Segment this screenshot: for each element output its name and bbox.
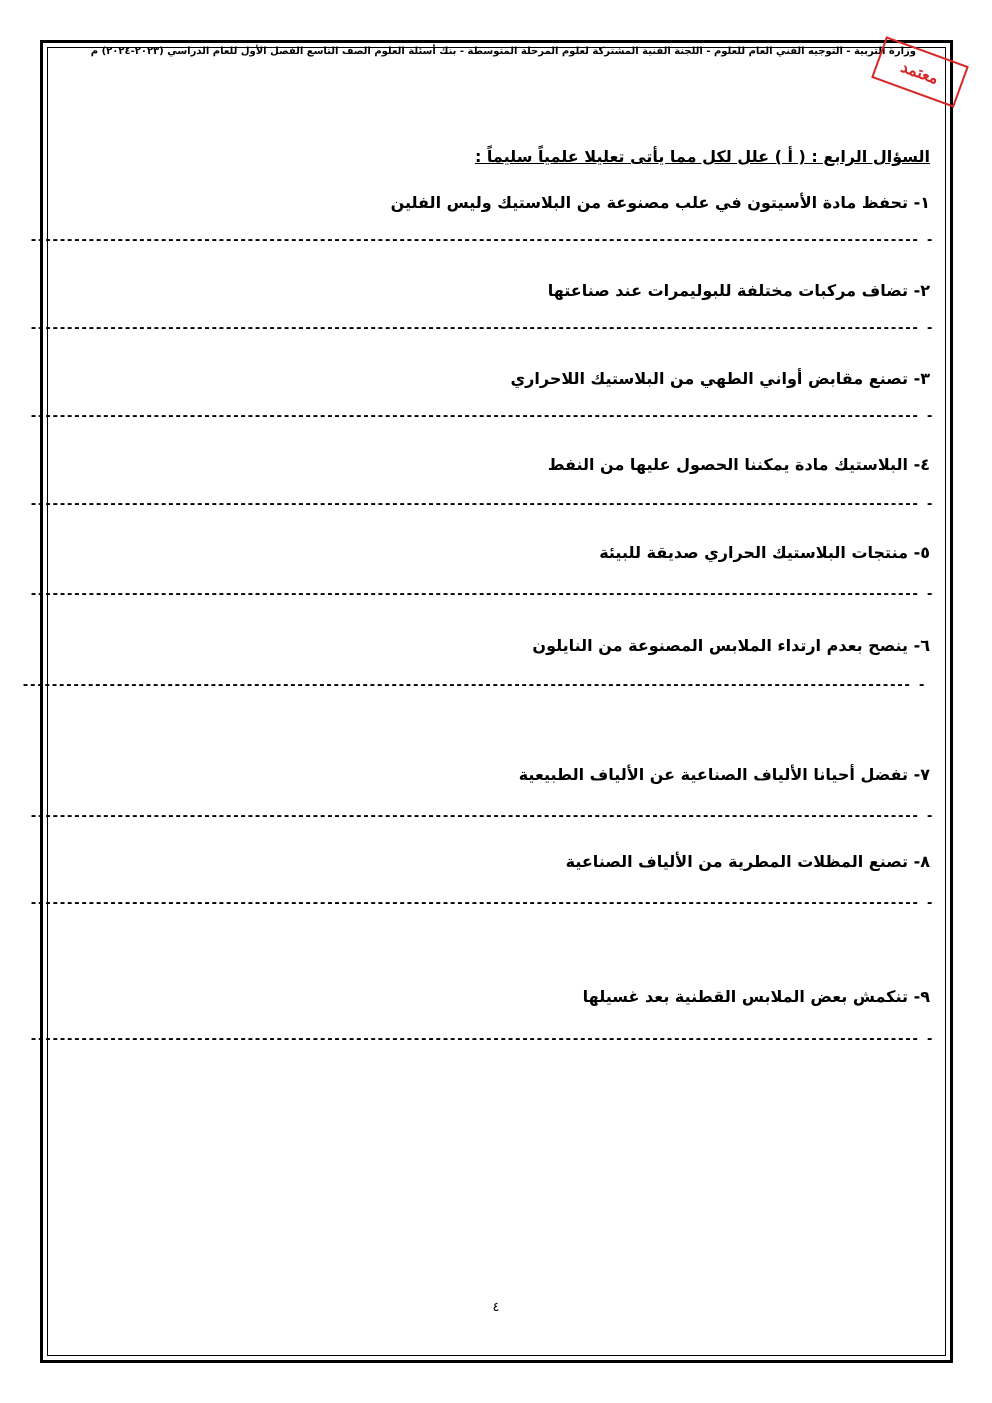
- question-item-1: ١- تحفظ مادة الأسيتون في علب مصنوعة من البلاستيك وليس الفلين: [390, 193, 930, 212]
- question-item-3: ٣- تصنع مقابض أواني الطهي من البلاستيك اللاحراري: [510, 369, 930, 388]
- answer-line-6[interactable]: - ---------------------------------------------------------------------------------------------------------------------------: [21, 678, 925, 693]
- question-item-4: ٤- البلاستيك مادة يمكننا الحصول عليها من النفط: [547, 455, 930, 474]
- question-item-9: ٩- تنكمش بعض الملابس القطنية بعد غسيلها: [582, 987, 930, 1006]
- answer-line-7[interactable]: - ---------------------------------------------------------------------------------------------------------------------------: [29, 809, 933, 824]
- approval-stamp: معتمد: [871, 36, 969, 107]
- question-item-6: ٦- ينصح بعدم ارتداء الملابس المصنوعة من النايلون: [532, 636, 930, 655]
- answer-line-5[interactable]: - ---------------------------------------------------------------------------------------------------------------------------: [29, 587, 933, 602]
- page-number: ٤: [492, 1300, 500, 1315]
- answer-line-1[interactable]: - ---------------------------------------------------------------------------------------------------------------------------: [29, 233, 933, 248]
- answer-line-9[interactable]: - ---------------------------------------------------------------------------------------------------------------------------: [29, 1032, 933, 1047]
- answer-line-3[interactable]: - ---------------------------------------------------------------------------------------------------------------------------: [29, 409, 933, 424]
- answer-line-4[interactable]: - ---------------------------------------------------------------------------------------------------------------------------: [29, 497, 933, 512]
- answer-line-2[interactable]: - ---------------------------------------------------------------------------------------------------------------------------: [29, 321, 933, 336]
- question-item-5: ٥- منتجات البلاستيك الحراري صديقة للبيئة: [599, 543, 930, 562]
- document-header: وزارة التربية - التوجيه الفني العام للعلوم - اللجنة الفنية المشتركة لعلوم المرحلة المتوسطة - بنك أسئلة العلوم الصف التاسع الفصل الأول للعام الدراسي (٢٠٢٣-٢٠٢٤) م: [90, 46, 916, 57]
- question-item-7: ٧- تفضل أحيانا الألياف الصناعية عن الألياف الطبيعية: [518, 765, 930, 784]
- question-title: السؤال الرابع : ( أ ) علل لكل مما يأتى تعليلا علمياً سليماً :: [474, 147, 930, 166]
- question-item-8: ٨- تصنع المظلات المطرية من الألياف الصناعية: [565, 852, 930, 871]
- answer-line-8[interactable]: - ---------------------------------------------------------------------------------------------------------------------------: [29, 896, 933, 911]
- question-item-2: ٢- تضاف مركبات مختلفة للبوليمرات عند صناعتها: [547, 281, 930, 300]
